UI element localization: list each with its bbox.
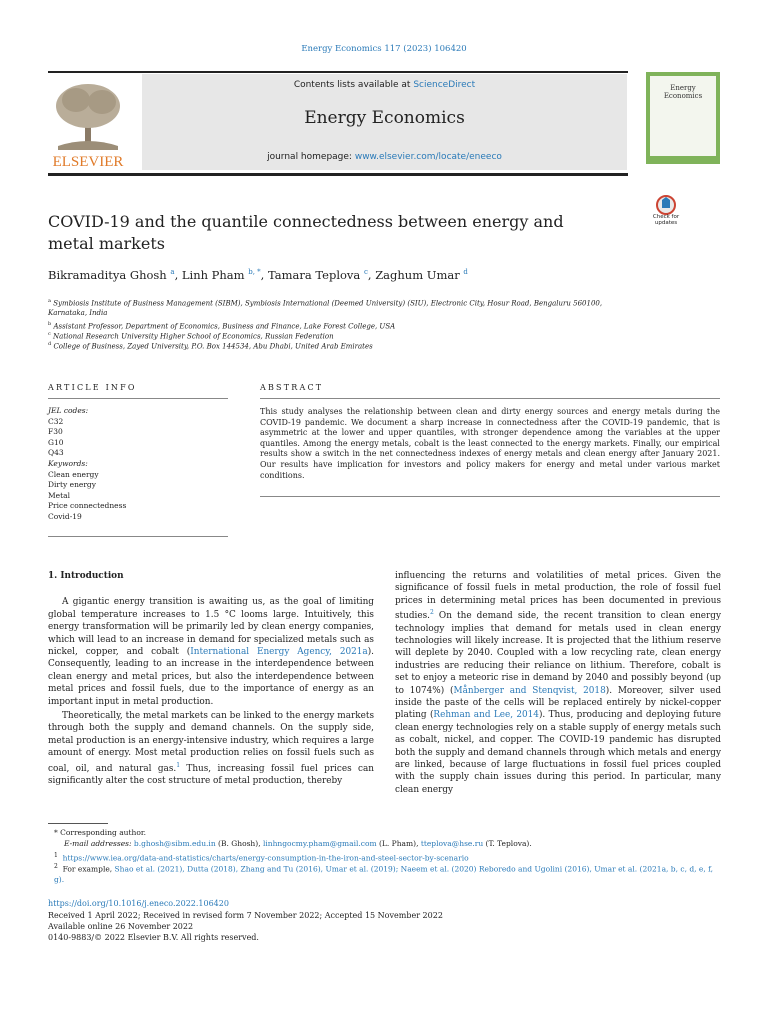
info-end-rule: [48, 536, 228, 537]
footnote-url[interactable]: https://www.iea.org/data-and-statistics/charts/energy-consumption-in-the-iron-and-steel-sector-by-scenario: [62, 853, 469, 863]
footnote-rule: [48, 823, 108, 824]
jel-label: JEL codes:: [48, 406, 89, 415]
author-affil-marker[interactable]: d: [463, 268, 468, 277]
elsevier-wordmark: ELSEVIER: [52, 154, 124, 170]
footnote-number: 2: [54, 863, 58, 870]
header-bottom-rule: [48, 173, 628, 176]
article-title: COVID-19 and the quantile connectedness between energy and metal markets: [48, 212, 564, 253]
author-name: Bikramaditya Ghosh: [48, 268, 167, 282]
journal-cover: [646, 72, 720, 164]
contents-lists: [142, 80, 627, 90]
body-left-column: [48, 570, 374, 787]
keyword: Price connectedness: [48, 501, 127, 511]
received-dates: Received 1 April 2022; Received in revised form 7 November 2022; Accepted 15 November 2022: [48, 911, 443, 920]
copyright: 0140-9883/© 2022 Elsevier B.V. All rights reserved.: [48, 933, 259, 942]
journal-homepage: [142, 152, 627, 162]
footnote-number: 1: [54, 852, 58, 859]
keyword: Metal: [48, 490, 71, 500]
citation-link[interactable]: International Energy Agency, 2021a: [190, 647, 368, 658]
email-link[interactable]: b.ghosh@sibm.edu.in: [133, 839, 216, 848]
email-addresses: E-mail addresses: b.ghosh@sibm.edu.in (B. Ghosh), linhngocmy.pham@gmail.com (L. Pham), tteplova@hse.ru (T. Teplova).: [64, 839, 532, 848]
sciencedirect-link[interactable]: ScienceDirect: [413, 80, 476, 90]
jel-code: F30: [48, 427, 63, 437]
footnote-marker[interactable]: 2: [429, 609, 434, 617]
abstract-rule: [260, 398, 720, 399]
corresponding-author-note: * Corresponding author.: [54, 828, 147, 837]
cover-title: Energy Economics: [663, 84, 703, 100]
affil-marker: c: [48, 331, 51, 337]
author-name: Linh Pham: [181, 268, 245, 282]
author-list: Bikramaditya Ghosh $^a$, Linh Pham $^{b, *}$, Tamara Teplova $^c$, Zaghum Umar $^d$: [48, 268, 468, 282]
contents-prefix: Contents lists available at: [293, 80, 414, 90]
header-top-rule: [48, 71, 628, 73]
affil-marker: b: [48, 321, 52, 327]
affiliation-a: [48, 296, 638, 318]
author-affil-marker[interactable]: c: [363, 268, 368, 277]
body-right-column: [395, 570, 721, 796]
email-label: E-mail addresses:: [64, 839, 134, 848]
author-name: Tamara Teplova: [267, 268, 361, 282]
section-heading: 1. Introduction: [48, 571, 124, 581]
author-affil-marker[interactable]: a: [170, 268, 175, 277]
elsevier-logo: [48, 76, 128, 170]
check-for-updates-label: Check for updates: [652, 214, 680, 226]
keywords-label: Keywords:: [48, 458, 88, 468]
email-link[interactable]: linhngocmy.pham@gmail.com: [262, 839, 377, 848]
affil-text: Assistant Professor, Department of Economics, Business and Finance, Lake Forest College, USA: [53, 322, 396, 331]
citation-link[interactable]: Månberger and Stenqvist, 2018: [453, 685, 606, 696]
journal-title: Energy Economics: [304, 108, 465, 128]
affil-text: National Research University Higher School of Economics, Russian Federation: [53, 332, 334, 341]
homepage-link[interactable]: www.elsevier.com/locate/eneeco: [354, 152, 502, 162]
abstract-heading: ABSTRACT: [260, 383, 324, 392]
author-affil-marker[interactable]: b, *: [248, 268, 261, 277]
citation-link[interactable]: Rehman and Lee, 2014: [433, 710, 539, 721]
info-rule: [48, 398, 228, 399]
email-link[interactable]: tteplova@hse.ru: [420, 839, 484, 848]
homepage-prefix: journal homepage:: [267, 152, 355, 162]
keyword: Covid-19: [48, 511, 82, 521]
affil-marker: a: [48, 298, 51, 304]
paragraph: influencing the returns and volatilities of metal prices. Given the significance of fossil fuels in metal production, the role of fossil fuel prices in determining metal prices has been documented in previous studies.$^2$ On the demand side, the recent transition to clean energy technology implies that demand for metals used in clean energy technologies will likely increase. It is projected that the lithium reserve will deplete by 2040. Coupled with a low recycling rate, clean energy industries are reducing their reliance on lithium. Therefore, cobalt is set to enjoy a meteoric rise in demand by 2040 and possibly beyond (up to 1074%) (Månberger and Stenqvist, 2018). Moreover, silver used inside the paste of the cells will be replaced entirely by nickel-copper plating (Rehman and Lee, 2014). Thus, producing and deploying future clean energy technologies rely on a stable supply of energy metals such as cobalt, nickel, and copper. The COVID-19 pandemic has disrupted both the supply and demand channels through which metals and energy are linked, because of large fluctuations in fossil fuel prices coupled with the supply chain issues during this period. In particular, many clean energy: [395, 571, 722, 795]
paragraph: A gigantic energy transition is awaiting us, as the goal of limiting global temperature increases to 1.5 °C looms large. Intuitively, this energy transformation will be primarily led by clean energy companies, which will lead to an increase in demand for specialized metals such as nickel, copper, and cobalt (International Energy Agency, 2021a). Consequently, leading to an increase in the interdependence between clean energy and metal prices, but also the interdependence between metal prices and fossil fuels, due to the importance of energy as an important input in metal production.: [48, 597, 374, 707]
affil-text: College of Business, Zayed University, P.O. Box 144534, Abu Dhabi, United Arab Emirates: [53, 342, 373, 351]
article-info-heading: ARTICLE INFO: [48, 383, 137, 392]
keyword: Dirty energy: [48, 480, 96, 490]
keyword: Clean energy: [48, 469, 99, 479]
footnote-2: $^2$ For example, Shao et al. (2021), Dutta (2018), Zhang and Tu (2016), Umar et al. (2019); Naeem et al. (2020) Reboredo and Ugolini (2016), Umar et al. (2021a, b, c, d, e, f, g).: [54, 863, 714, 884]
article-info: [48, 406, 228, 523]
affil-text: Symbiosis Institute of Business Management (SIBM), Symbiosis International (Deemed University) (SIU), Electronic City, Hosur Road, Bengaluru 560100, Karnataka, India: [48, 299, 603, 318]
jel-code: G10: [48, 437, 64, 447]
jel-code: Q43: [48, 448, 64, 458]
footnote-marker[interactable]: 1: [176, 761, 181, 769]
available-online: Available online 26 November 2022: [48, 922, 194, 931]
author-name: Zaghum Umar: [375, 268, 460, 282]
footnote-refs[interactable]: Shao et al. (2021), Dutta (2018), Zhang and Tu (2016), Umar et al. (2019); Naeem et al. (2020) Reboredo and Ugolini (2016), Umar et al. (2021a, b, c, d, e, f, g).: [54, 864, 714, 884]
affiliation-d: [48, 339, 638, 351]
jel-code: C32: [48, 416, 64, 426]
affil-marker: d: [48, 341, 52, 347]
abstract-end-rule: [260, 496, 720, 497]
paragraph: Theoretically, the metal markets can be linked to the energy markets through both the supply and demand channels. On the supply side, metal production is an energy-intensive industry, which requires a large amount of energy. Most metal production relies on fossil fuels such as coal, oil, and natural gas.$^1$ Thus, increasing fossil fuel prices can significantly alter the cost structure of metal production, thereby: [48, 711, 375, 787]
abstract-text: This study analyses the relationship between clean and dirty energy sources and energy metals during the COVID-19 pandemic. We document a sharp increase in connectedness after the COVID-19 pandemic, that is asymmetric at the lower and upper quantiles, with stronger dependence among the variables at the upper quantiles. Among the energy metals, cobalt is the least connected to the energy markets. Finally, our empirical results show a switch in the net connectedness indexes of energy metals and clean energy after January 2021. Our results have implication for investors and policy makers for energy and metal under various market conditions.: [260, 407, 720, 480]
doi-link[interactable]: https://doi.org/10.1016/j.eneco.2022.106420: [48, 899, 229, 908]
journal-citation[interactable]: Energy Economics 117 (2023) 106420: [301, 44, 467, 54]
